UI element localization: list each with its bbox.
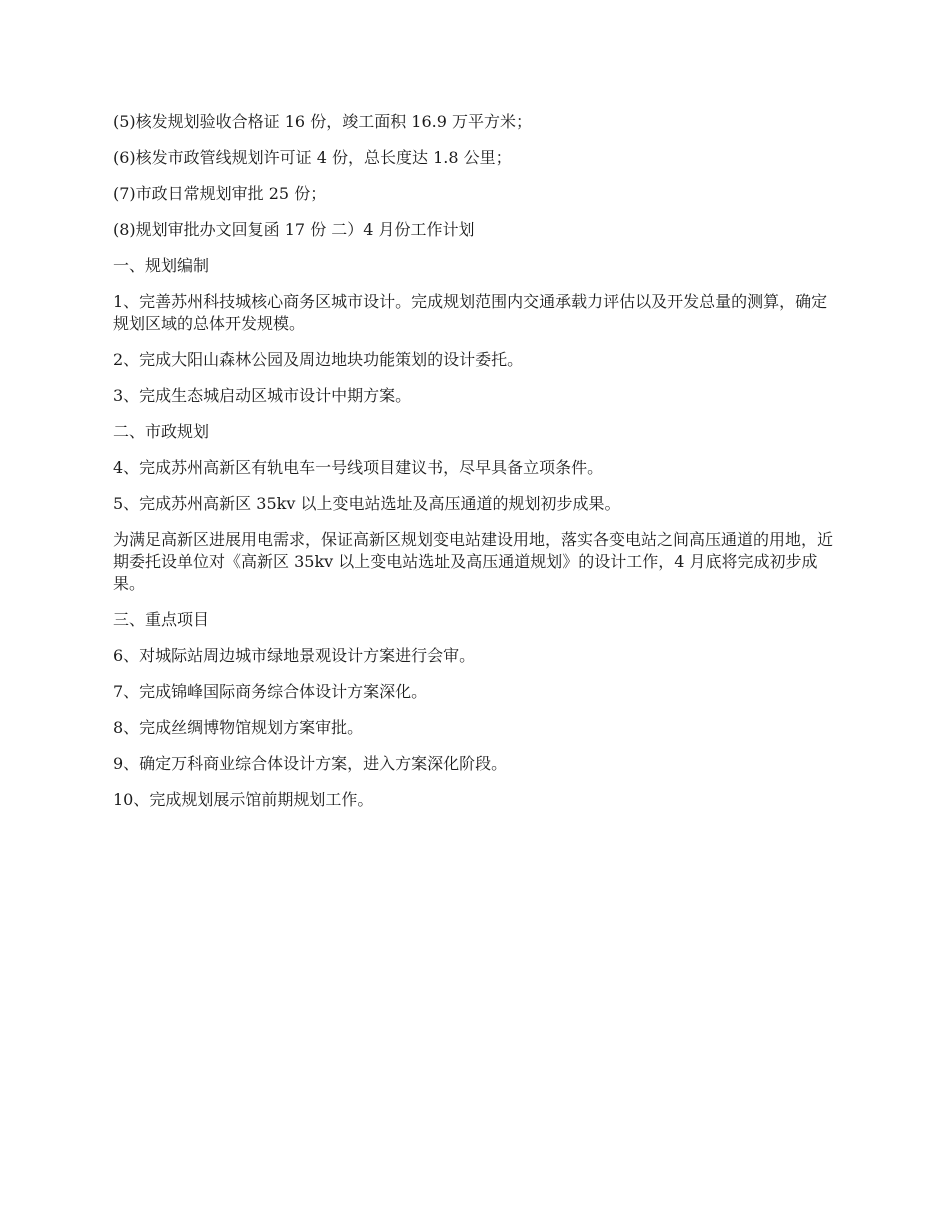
substation-explanation-paragraph: 为满足高新区进展用电需求，保证高新区规划变电站建设用地，落实各变电站之间高压通道的用地，近期委托设单位对《高新区 35kv 以上变电站选址及高压通道规划》的设计工作，4 月底将完成初步成果。 xyxy=(113,530,834,593)
plan-item-10: 10、完成规划展示馆前期规划工作。 xyxy=(113,790,374,809)
plan-item-4: 4、完成苏州高新区有轨电车一号线项目建议书，尽早具备立项条件。 xyxy=(113,458,604,477)
plan-item-6: 6、对城际站周边城市绿地景观设计方案进行会审。 xyxy=(113,646,476,665)
section-heading-municipal: 二、市政规划 xyxy=(113,422,210,441)
paragraph-item-5: (5)核发规划验收合格证 16 份，竣工面积 16.9 万平方米； xyxy=(113,112,532,131)
plan-item-9: 9、确定万科商业综合体设计方案，进入方案深化阶段。 xyxy=(113,754,508,773)
plan-item-1: 1、完善苏州科技城核心商务区城市设计。完成规划范围内交通承载力评估以及开发总量的测算，确定规划区域的总体开发规模。 xyxy=(113,292,828,333)
paragraph-item-6: (6)核发市政管线规划许可证 4 份，总长度达 1.8 公里； xyxy=(113,148,512,167)
plan-item-2: 2、完成大阳山森林公园及周边地块功能策划的设计委托。 xyxy=(113,350,524,369)
plan-item-3: 3、完成生态城启动区城市设计中期方案。 xyxy=(113,386,412,405)
paragraph-item-7: (7)市政日常规划审批 25 份； xyxy=(113,184,327,203)
document-body xyxy=(113,111,838,825)
paragraph-item-8: (8)规划审批办文回复函 17 份 二）4 月份工作计划 xyxy=(113,220,475,239)
section-heading-key-projects: 三、重点项目 xyxy=(113,610,210,629)
section-heading-planning: 一、规划编制 xyxy=(113,256,210,275)
plan-item-5: 5、完成苏州高新区 35kv 以上变电站选址及高压通道的规划初步成果。 xyxy=(113,494,621,513)
plan-item-8: 8、完成丝绸博物馆规划方案审批。 xyxy=(113,718,364,737)
plan-item-7: 7、完成锦峰国际商务综合体设计方案深化。 xyxy=(113,682,428,701)
